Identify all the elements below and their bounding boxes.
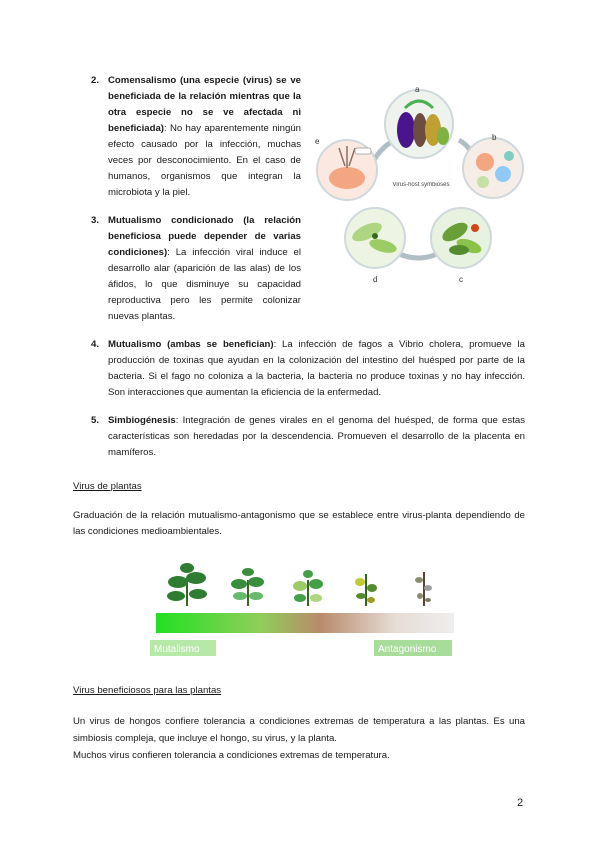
paragraph-gradation: Graduación de la relación mutualismo-antagonismo que se establece entre virus-planta dependiendo de las condiciones medioambientales. xyxy=(73,510,525,537)
list-item-comensalismo xyxy=(91,73,301,201)
gradient-bar xyxy=(156,613,454,633)
list-number: 2. xyxy=(91,75,100,86)
list-item-text: : La infección de fagos a Vibrio cholera, promueve la producción de toxinas que ayudan en la colonización del intestino del huésped por parte de la bacteria. Si el fago no coloniza a la bacteria, la bacteria no produce toxinas y no hay infección. Son interacciones que aumentan la eficiencia de la enfermedad. xyxy=(108,339,526,398)
plant-mild xyxy=(231,568,264,606)
list-number: 4. xyxy=(91,339,100,350)
panel-e-cell xyxy=(315,137,377,200)
list-item-text: : Integración de genes virales en el genoma del huésped, de forma que estas características son heredadas por la descendencia. Promueven el desarrollo de la placenta en mamíferos. xyxy=(108,415,525,458)
list-number: 5. xyxy=(91,415,100,426)
plant-moderate xyxy=(293,570,323,606)
list-item-simbiogenesis xyxy=(91,413,525,461)
panel-a-plant-fruits xyxy=(385,86,453,158)
section-heading-plant-viruses: Virus de plantas xyxy=(73,481,142,492)
panel-b-label: b xyxy=(492,133,497,142)
paragraph-beneficial xyxy=(73,713,525,764)
plant-dying xyxy=(415,572,432,606)
list-item-text: : No hay aparentemente ningún efecto causado por la infección, muchas veces por desconocimiento. En el caso de humanos, organismos que integran la microbiota y la piel. xyxy=(108,123,301,198)
paragraph-line: Un virus de hongos confiere tolerancia a condiciones extremas de temperatura a las plantas. Es una simbiosis compleja, que incluye el hongo, su virus, y la planta. xyxy=(73,716,525,744)
mutualism-antagonism-gradient-figure xyxy=(150,558,460,658)
panel-e-label: e xyxy=(315,137,320,146)
list-item-text: : La infección viral induce el desarrollo alar (aparición de las alas) de los áfidos, lo que disminuye su capacidad reproductiva pero les permite colonizar nuevas plantas. xyxy=(108,247,301,322)
panel-a-label: a xyxy=(415,86,420,94)
panel-c-label: c xyxy=(459,275,463,284)
section-heading-beneficial-viruses: Virus beneficiosos para las plantas xyxy=(73,685,222,696)
panel-d-label: d xyxy=(373,275,378,284)
plant-severe xyxy=(355,574,377,606)
list-item-title: Comensalismo (una especie (virus) se ve beneficiada de la relación mientras que la otra especie no se ve afectada ni beneficiada) xyxy=(108,75,301,134)
panel-c-plant-leaves xyxy=(431,208,491,284)
plant-healthy xyxy=(167,563,207,606)
figure-center-label: Virus-host symbioses xyxy=(392,182,450,188)
list-item-mutualismo-condicionado xyxy=(91,213,301,325)
list-item-title: Mutualismo condicionado (la relación beneficiosa puede depender de varias condiciones) xyxy=(108,215,301,258)
page-number: 2 xyxy=(517,797,524,809)
panel-b-organisms xyxy=(463,133,523,198)
mutualism-label: Mutalismo xyxy=(154,644,200,655)
antagonism-label: Antagonismo xyxy=(378,644,437,655)
list-item-title: Simbiogénesis xyxy=(108,415,176,426)
paragraph-line: Muchos virus confieren tolerancia a condiciones extremas de temperatura. xyxy=(73,750,390,761)
list-item-title: Mutualismo (ambas se benefician) xyxy=(108,339,274,350)
list-number: 3. xyxy=(91,215,100,226)
list-item-mutualismo xyxy=(91,337,526,401)
panel-d-aphids xyxy=(345,208,405,284)
virus-host-symbioses-figure xyxy=(309,86,529,290)
